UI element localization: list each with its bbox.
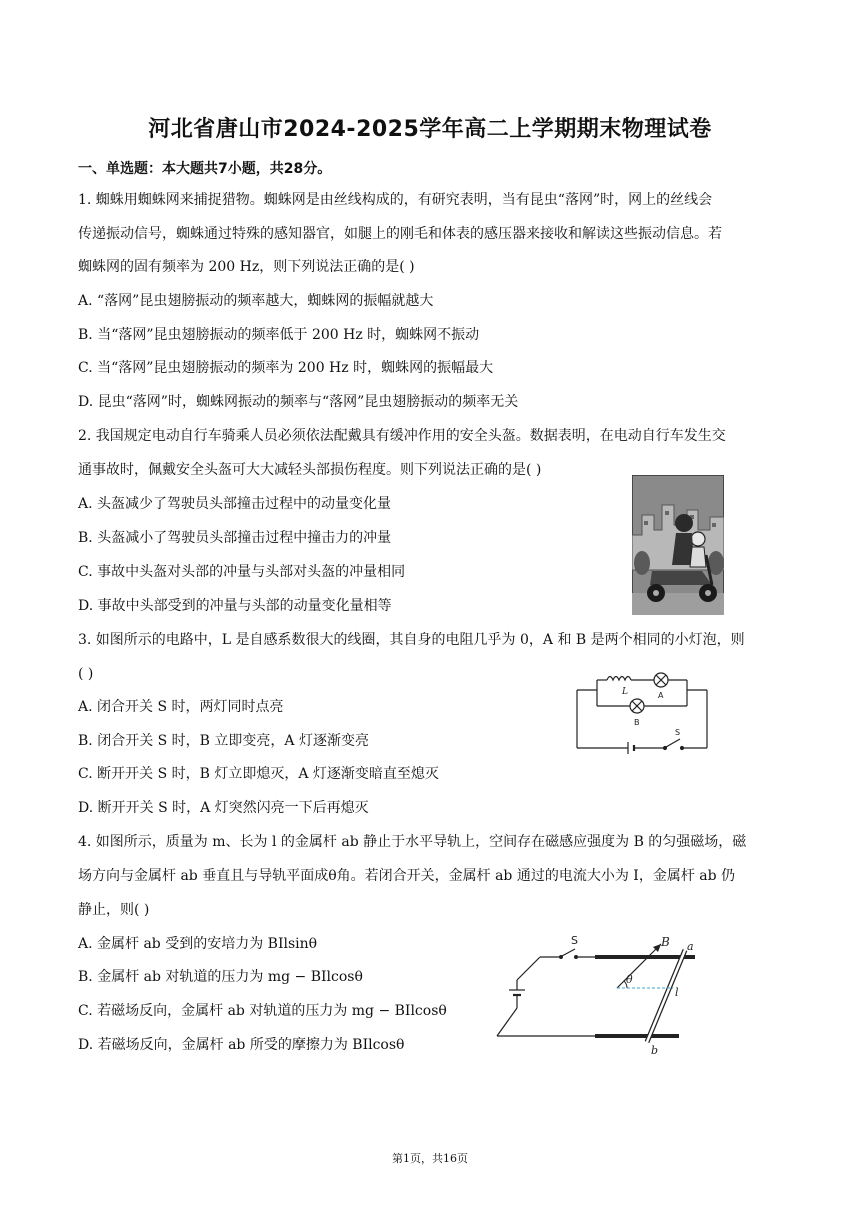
rod-end-a-label: a xyxy=(687,940,694,953)
page-title: 河北省唐山市2024-2025学年高二上学期期末物理试卷 xyxy=(148,117,712,142)
q1-option-d: D. 昆虫“落网”时，蜘蛛网振动的频率与“落网”昆虫翅膀振动的频率无关 xyxy=(78,394,519,410)
q1-stem-line: 传递振动信号，蜘蛛通过特殊的感知器官，如腿上的刚毛和体表的感压器来接收和解读这些振动信息。若 xyxy=(78,226,722,242)
q2-option-d: D. 事故中头部受到的冲量与头部的动量变化量相等 xyxy=(78,598,392,614)
lamp-b-label: B xyxy=(634,718,640,727)
ebike-rider-figure xyxy=(632,475,724,615)
q3-option-a: A. 闭合开关 S 时，两灯同时点亮 xyxy=(78,699,284,715)
switch-s-label: S xyxy=(571,934,578,947)
q3-stem-line: 3. 如图所示的电路中，L 是自感系数很大的线圈，其自身的电阻几乎为 0，A 和 B 是两个相同的小灯泡，则 xyxy=(78,632,745,648)
q2-stem-line: 通事故时，佩戴安全头盔可大大减轻头部损伤程度。则下列说法正确的是( ) xyxy=(78,462,542,478)
angle-theta-label: θ xyxy=(626,973,633,986)
switch-label: S xyxy=(675,728,681,737)
q4-option-d: D. 若磁场反向，金属杆 ab 所受的摩擦力为 BIlcosθ xyxy=(78,1037,405,1053)
q4-option-a: A. 金属杆 ab 受到的安培力为 BIlsinθ xyxy=(78,936,318,952)
q4-stem-line: 静止，则( ) xyxy=(78,902,150,918)
page-footer: 第1页，共16页 xyxy=(392,1152,468,1165)
q1-option-a: A. “落网”昆虫翅膀振动的频率越大，蜘蛛网的振幅就越大 xyxy=(78,293,434,309)
lamp-a-label: A xyxy=(658,691,664,700)
q1-stem-line: 1. 蜘蛛用蜘蛛网来捕捉猎物。蜘蛛网是由丝线构成的，有研究表明，当有昆虫“落网”时，网上的丝线会 xyxy=(78,192,713,208)
q4-stem-line: 4. 如图所示，质量为 m、长为 l 的金属杆 ab 静止于水平导轨上，空间存在磁感应强度为 B 的匀强磁场，磁 xyxy=(78,834,747,850)
coil-label: L xyxy=(622,687,628,697)
q3-stem-line: ( ) xyxy=(78,666,94,682)
rail-rod-diagram xyxy=(495,930,710,1058)
q3-option-b: B. 闭合开关 S 时，B 立即变亮，A 灯逐渐变亮 xyxy=(78,733,369,749)
rod-end-b-label: b xyxy=(651,1044,659,1057)
length-l-label: l xyxy=(675,986,679,999)
q4-option-b: B. 金属杆 ab 对轨道的压力为 mg − BIlcosθ xyxy=(78,969,363,985)
q1-option-c: C. 当“落网”昆虫翅膀振动的频率为 200 Hz 时，蜘蛛网的振幅最大 xyxy=(78,360,494,376)
circuit-diagram xyxy=(572,668,712,754)
q4-option-c: C. 若磁场反向，金属杆 ab 对轨道的压力为 mg − BIlcosθ xyxy=(78,1003,447,1019)
section-heading: 一、单选题：本大题共7小题，共28分。 xyxy=(78,161,332,177)
q1-stem-line: 蜘蛛网的固有频率为 200 Hz，则下列说法正确的是( ) xyxy=(78,259,415,275)
q2-stem-line: 2. 我国规定电动自行车骑乘人员必须依法配戴具有缓冲作用的安全头盔。数据表明，在电动自行车发生交 xyxy=(78,428,726,444)
field-b-label: B xyxy=(661,935,670,949)
q2-option-c: C. 事故中头盔对头部的冲量与头部对头盔的冲量相同 xyxy=(78,564,406,580)
q2-option-b: B. 头盔减小了驾驶员头部撞击过程中撞击力的冲量 xyxy=(78,530,392,546)
q4-stem-line: 场方向与金属杆 ab 垂直且与导轨平面成θ角。若闭合开关，金属杆 ab 通过的电流大小为 I，金属杆 ab 仍 xyxy=(78,868,736,884)
q1-option-b: B. 当“落网”昆虫翅膀振动的频率低于 200 Hz 时，蜘蛛网不振动 xyxy=(78,327,480,343)
q3-option-d: D. 断开开关 S 时，A 灯突然闪亮一下后再熄灭 xyxy=(78,800,369,816)
q3-option-c: C. 断开开关 S 时，B 灯立即熄灭，A 灯逐渐变暗直至熄灭 xyxy=(78,766,439,782)
q2-option-a: A. 头盔减少了驾驶员头部撞击过程中的动量变化量 xyxy=(78,496,392,512)
